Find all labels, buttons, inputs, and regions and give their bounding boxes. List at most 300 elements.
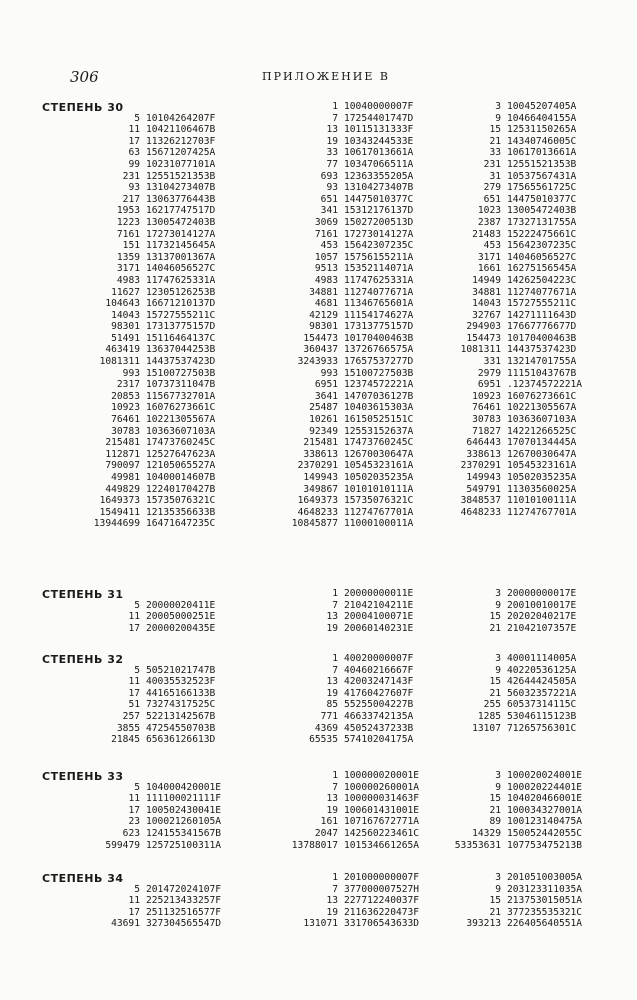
exponent-value: 1 [332,770,338,781]
table-row [412,194,599,206]
polynomial-code: 17313775157D [344,321,414,333]
exponent-value: 17 [128,687,140,699]
table-row [42,840,248,852]
exponent-value: 15 [489,611,501,623]
polynomial-code: 226405640551A [507,918,583,930]
table-row [243,711,436,723]
exponent-value: 14043 [111,309,140,321]
table-row [42,333,248,345]
polynomial-code: 10545323161A [507,460,577,472]
exponent-value: 7 [332,599,338,611]
table-row [42,124,248,136]
table-row [42,356,248,368]
table-row [412,182,599,194]
polynomial-code: 10537567431A [507,170,577,182]
table-row [243,136,436,148]
polynomial-code: 42644424505A [507,676,577,688]
polynomial-code: 14437537423D [146,356,216,368]
table-row [42,113,248,125]
table-row [42,699,248,711]
exponent-value: 15 [489,124,501,136]
exponent-value: 3069 [314,216,338,228]
table-row [243,895,436,907]
polynomial-code: 16217747517D [146,205,216,217]
polynomial-code: 11346765601A [344,298,414,310]
polynomial-code: 15222475661C [507,228,577,240]
polynomial-code: 57410204175A [344,734,414,746]
exponent-value: 1661 [477,263,501,275]
polynomial-code: 201000000007F [344,872,420,883]
exponent-value: 34881 [309,286,338,298]
exponent-value: 63 [128,147,140,159]
polynomial-code: 16275156545A [507,263,577,275]
polynomial-code: 15756155211A [344,251,414,263]
table-row [243,159,436,171]
exponent-value: 98301 [111,321,140,333]
table-row [243,205,436,217]
polynomial-code: 13637044253B [146,344,216,356]
table-row [243,426,436,438]
table-column [412,588,599,634]
exponent-value: 231 [122,170,140,182]
exponent-value: 17 [128,135,140,147]
table-row [42,600,248,612]
exponent-value: 9 [495,112,501,124]
polynomial-code: 42003247143F [344,676,414,688]
exponent-value: 51 [128,699,140,711]
polynomial-code: 10502035235A [507,472,577,483]
table-row [42,711,248,723]
polynomial-code: 14046056527C [507,251,577,263]
table-row [243,793,436,805]
exponent-value: 1057 [314,251,338,263]
table-row [243,449,436,461]
polynomial-code: 15727555211C [146,309,216,321]
polynomial-code: 100601431001E [344,804,420,816]
exponent-value: 3855 [116,722,140,734]
polynomial-code: 11732145645A [146,240,216,252]
polynomial-code: 100021260105A [146,816,222,828]
exponent-value: 4648233 [460,506,501,518]
table-column [42,113,248,530]
table-column [412,653,599,734]
table-row [42,182,248,194]
polynomial-code: 20005000251E [146,611,216,623]
table-row [243,665,436,677]
table-row [412,252,599,264]
exponent-value: 3 [495,653,501,664]
exponent-value: 1 [332,588,338,599]
exponent-value: 11 [128,124,140,136]
exponent-value: 360437 [303,344,338,356]
exponent-value: 154473 [466,332,501,344]
polynomial-code: 377000007527H [344,883,420,895]
table-row [412,676,599,688]
table-row [243,600,436,612]
polynomial-code: 12105065527A [146,460,216,472]
polynomial-code: 47254550703B [146,722,216,734]
exponent-value: 651 [320,193,338,205]
table-row [42,805,248,817]
table-row [412,229,599,241]
table-row [243,723,436,735]
table-row [42,147,248,159]
polynomial-code: 14475010377C [507,193,577,205]
exponent-value: 33 [326,147,338,159]
table-row [412,449,599,461]
table-row [412,298,599,310]
exponent-value: 19 [326,804,338,816]
polynomial-code: 111100021111F [146,793,222,805]
table-row [243,907,436,919]
exponent-value: 3848537 [460,495,501,507]
exponent-value: 3171 [477,251,501,263]
exponent-value: 19 [326,622,338,634]
table-row [412,688,599,700]
table-row [412,136,599,148]
exponent-value: 1023 [477,205,501,217]
polynomial-code: 52213142567B [146,710,216,722]
exponent-value: 11 [128,611,140,623]
polynomial-code: 10737311047B [146,379,216,391]
table-row [243,124,436,136]
exponent-value: 9 [495,781,501,793]
table-row [243,611,436,623]
table-row [42,676,248,688]
exponent-value: 34881 [472,286,501,298]
polynomial-code: 10045207405A [507,101,577,112]
polynomial-code: 12551521353B [507,158,577,170]
exponent-value: 161 [320,816,338,828]
polynomial-code: 10363607103A [146,425,216,437]
table-row [243,507,436,519]
table-row [42,472,248,484]
exponent-value: 771 [320,710,338,722]
exponent-value: 1 [332,872,338,883]
table-column [243,101,436,530]
table-row [243,770,436,782]
polynomial-code: 10466404155A [507,112,577,124]
table-column [412,770,599,851]
exponent-value: 32767 [472,309,501,321]
table-row [42,495,248,507]
polynomial-code: 20000000017E [507,588,577,599]
table-row [412,321,599,333]
polynomial-code: 14271111643D [507,309,577,321]
polynomial-code: 17473760245C [146,437,216,449]
table-row [243,298,436,310]
polynomial-code: 13104273407B [146,182,216,194]
polynomial-code: 20060140231E [344,622,414,634]
table-row [412,414,599,426]
polynomial-code: 10617013661A [344,147,414,159]
polynomial-code: 125725100311A [146,839,222,851]
table-row [243,368,436,380]
table-row [42,344,248,356]
exponent-value: 19 [326,906,338,918]
table-row [42,895,248,907]
exponent-value: 599479 [105,839,140,851]
table-row [243,484,436,496]
polynomial-code: 15116464137C [146,332,216,344]
polynomial-code: 12135356633B [146,506,216,518]
table-row [243,805,436,817]
table-row [412,287,599,299]
exponent-value: 294903 [466,321,501,333]
exponent-value: 453 [320,240,338,252]
table-row [412,460,599,472]
exponent-value: 9 [495,664,501,676]
polynomial-code: 17313775157D [146,321,216,333]
table-row [243,402,436,414]
polynomial-code: 41760427607F [344,687,414,699]
polynomial-code: 12551521353B [146,170,216,182]
table-row [243,653,436,665]
polynomial-code: 10221305567A [507,402,577,414]
exponent-value: 449829 [105,483,140,495]
table-row [412,600,599,612]
exponent-value: 7161 [314,228,338,240]
exponent-value: 65535 [309,734,338,746]
table-row [42,310,248,322]
table-row [42,194,248,206]
polynomial-code: 11326212703F [146,135,216,147]
polynomial-code: 11274077671A [507,286,577,298]
polynomial-code: 40001114005A [507,653,577,664]
polynomial-code: 100020224401E [507,781,583,793]
table-row [412,770,599,782]
polynomial-code: 201051003005A [507,872,583,883]
exponent-value: 2979 [477,367,501,379]
exponent-value: 21483 [472,228,501,240]
exponent-value: 5 [134,883,140,895]
polynomial-code: 12670030647A [344,448,414,460]
exponent-value: 25487 [309,402,338,414]
polynomial-code: 17273014127A [146,228,216,240]
exponent-value: 31 [489,170,501,182]
exponent-value: 11 [128,895,140,907]
polynomial-code: 12527647623A [146,448,216,460]
exponent-value: 3243933 [297,356,338,368]
polynomial-code: 10400014607B [146,472,216,483]
table-row [412,205,599,217]
polynomial-code: 21042107357E [507,622,577,634]
polynomial-code: 20000000011E [344,588,414,599]
exponent-value: 453 [483,240,501,252]
polynomial-code: 107753475213B [507,839,583,851]
polynomial-code: 14221266525C [507,425,577,437]
polynomial-code: 104000420001E [146,781,222,793]
exponent-value: 9 [495,599,501,611]
exponent-value: 21 [489,687,501,699]
exponent-value: 7161 [116,228,140,240]
polynomial-code: 11274077671A [344,286,414,298]
exponent-value: 2317 [116,379,140,391]
table-row [412,884,599,896]
table-column [243,872,436,930]
exponent-value: 215481 [105,437,140,449]
polynomial-code: 15671207425A [146,147,216,159]
table-row [42,414,248,426]
table-row [412,391,599,403]
polynomial-code: 142560223461C [344,827,420,839]
exponent-value: 14949 [472,274,501,286]
polynomial-code: 71265756301C [507,722,577,734]
polynomial-code: 10170400463B [507,332,577,344]
polynomial-code: 12305126253B [146,286,216,298]
polynomial-code: 101534661265A [344,839,420,851]
polynomial-code: 73274317525C [146,699,216,711]
polynomial-code: 12553152637A [344,425,414,437]
table-row [412,472,599,484]
polynomial-code: 251132516577F [146,906,222,918]
polynomial-code: 10115131333F [344,124,414,136]
polynomial-code: 56032357221A [507,687,577,699]
exponent-value: 30783 [111,425,140,437]
polynomial-code: 17273014127A [344,228,414,240]
polynomial-code: 55255004227B [344,699,414,711]
table-row [42,287,248,299]
polynomial-code: 15027200513D [344,216,414,228]
exponent-value: 217 [122,193,140,205]
table-row [42,275,248,287]
polynomial-code: 16471647235C [146,518,216,530]
exponent-value: 5 [134,781,140,793]
exponent-value: 4681 [314,298,338,310]
polynomial-code: 15735076321C [146,495,216,507]
exponent-value: 85 [326,699,338,711]
polynomial-code: 10347066511A [344,158,414,170]
table-row [42,252,248,264]
exponent-value: 21 [489,804,501,816]
polynomial-code: 20004100071E [344,611,414,623]
table-row [243,588,436,600]
exponent-value: 1649373 [99,495,140,507]
exponent-value: 76461 [111,414,140,426]
table-row [42,298,248,310]
polynomial-code: 21042104211E [344,599,414,611]
polynomial-code: 17070134445A [507,437,577,449]
table-row [42,793,248,805]
exponent-value: 42129 [309,309,338,321]
polynomial-code: 10101010111A [344,483,414,495]
polynomial-code: 14262504223C [507,274,577,286]
table-row [412,217,599,229]
polynomial-code: 15642307235C [344,240,414,252]
table-row [42,263,248,275]
polynomial-code: 100034327001A [507,804,583,816]
table-row [243,918,436,930]
polynomial-code: .12374572221A [507,379,583,391]
exponent-value: 1223 [116,216,140,228]
polynomial-code: 44165166133B [146,687,216,699]
exponent-value: 13944699 [93,518,140,530]
exponent-value: 17 [128,906,140,918]
table-row [412,379,599,391]
exponent-value: 33 [489,147,501,159]
polynomial-code: 213753015051A [507,895,583,907]
exponent-value: 21 [489,622,501,634]
table-row [42,688,248,700]
table-row [412,588,599,600]
table-row [42,321,248,333]
exponent-value: 10923 [111,402,140,414]
polynomial-code: 107167672771A [344,816,420,828]
table-row [42,368,248,380]
table-row [243,391,436,403]
table-row [412,333,599,345]
exponent-value: 1953 [116,205,140,217]
polynomial-code: 17254401747D [344,112,414,124]
polynomial-code: 16076273661C [146,402,216,414]
table-row [42,379,248,391]
table-row [412,793,599,805]
polynomial-code: 10403615303A [344,402,414,414]
polynomial-code: 50521021747B [146,664,216,676]
exponent-value: 3 [495,770,501,781]
exponent-value: 21 [489,906,501,918]
polynomial-code: 13104273407B [344,182,414,194]
table-row [412,907,599,919]
polynomial-code: 45052437233B [344,722,414,734]
exponent-value: 215481 [303,437,338,449]
exponent-value: 257 [122,710,140,722]
table-row [42,884,248,896]
table-column [412,872,599,930]
table-row [243,884,436,896]
section-heading: СТЕПЕНЬ 30 [42,101,124,114]
polynomial-code: 211636220473F [344,906,420,918]
polynomial-code: 201472024107F [146,883,222,895]
exponent-value: 7 [332,883,338,895]
polynomial-code: 10231077101A [146,158,216,170]
polynomial-code: 11747625331A [344,274,414,286]
table-row [243,472,436,484]
table-row [243,263,436,275]
polynomial-code: 17327131755A [507,216,577,228]
exponent-value: 4369 [314,722,338,734]
exponent-value: 1285 [477,710,501,722]
exponent-value: 17 [128,622,140,634]
exponent-value: 2370291 [297,460,338,472]
table-row [412,611,599,623]
table-row [412,426,599,438]
polynomial-code: 10170400463B [344,332,414,344]
table-row [243,287,436,299]
exponent-value: 93 [128,182,140,194]
table-row [243,437,436,449]
table-row [412,124,599,136]
polynomial-code: 12531150265A [507,124,577,136]
table-row [412,918,599,930]
table-row [412,653,599,665]
table-row [412,368,599,380]
exponent-value: 11 [128,676,140,688]
exponent-value: 4648233 [297,506,338,518]
polynomial-code: 13726766575A [344,344,414,356]
table-row [42,426,248,438]
exponent-value: 13 [326,676,338,688]
table-row [243,147,436,159]
table-row [42,828,248,840]
exponent-value: 6951 [477,379,501,391]
exponent-value: 693 [320,170,338,182]
exponent-value: 13 [326,895,338,907]
exponent-value: 93 [326,182,338,194]
table-row [243,414,436,426]
table-row [42,665,248,677]
polynomial-code: 17667776677D [507,321,577,333]
